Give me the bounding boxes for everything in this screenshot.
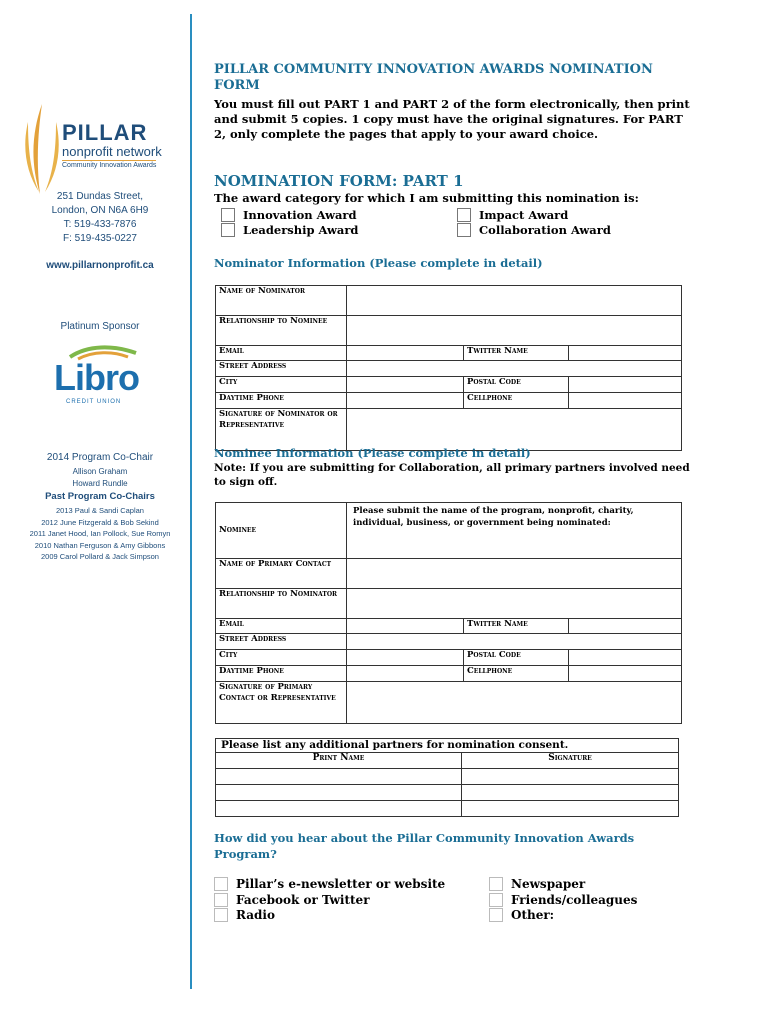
contact-street-field[interactable] [347, 634, 682, 650]
past-cochairs-heading: Past Program Co-Chairs [45, 491, 155, 502]
contact-twitter-field[interactable] [569, 619, 682, 634]
address-fax: F: 519-435-0227 [63, 233, 137, 244]
nominator-city-field[interactable] [347, 377, 464, 393]
category-collaboration[interactable] [457, 223, 611, 237]
contact-name-field[interactable] [347, 559, 682, 589]
logo-word: PILLAR [62, 120, 148, 145]
nominator-twitter-field[interactable] [569, 346, 682, 361]
nominee-field[interactable] [347, 503, 682, 559]
past-cochair-2012: 2012 June Fitzgerald & Bob Sekind [41, 517, 159, 527]
option-label: Radio [236, 908, 275, 922]
nominee-table [215, 502, 682, 724]
checkbox[interactable] [214, 893, 228, 907]
survey-question: How did you hear about the Pillar Community Innovation Awards Program? [214, 831, 635, 861]
partner-name-field[interactable] [216, 801, 462, 817]
nominee-label: Nominee [216, 503, 347, 559]
nominator-twitter-label: Twitter Name [464, 346, 569, 361]
cochair-heading: 2014 Program Co-Chair [46, 452, 154, 463]
contact-cell-label: Cellphone [464, 666, 569, 682]
contact-phone-field[interactable] [347, 666, 464, 682]
cochair-2: Howard Rundle [72, 478, 128, 488]
logo-sub: nonprofit network [62, 144, 162, 159]
contact-postal-field[interactable] [569, 650, 682, 666]
option-radio[interactable] [214, 908, 275, 922]
address-block [20, 190, 180, 246]
checkbox[interactable] [214, 908, 228, 922]
option-label: Facebook or Twitter [236, 893, 370, 907]
category-label: Collaboration Award [479, 223, 611, 237]
contact-cell-field[interactable] [569, 666, 682, 682]
option-newspaper[interactable] [489, 877, 585, 891]
checkbox[interactable] [489, 908, 503, 922]
option-newsletter[interactable] [214, 877, 445, 891]
libro-name: Libro [54, 357, 139, 398]
nominator-name-field[interactable] [347, 286, 682, 316]
col-signature: Signature [462, 753, 679, 769]
category-leadership[interactable] [221, 223, 358, 237]
nominator-signature-field[interactable] [347, 409, 682, 451]
nominator-street-field[interactable] [347, 361, 682, 377]
nominee-note: Note: If you are submitting for Collaboration, all primary partners involved need to sign off. [214, 462, 690, 488]
nominator-email-field[interactable] [347, 346, 464, 361]
nominator-relationship-label: Relationship to Nominee [216, 316, 347, 346]
past-cochair-2010: 2010 Nathan Ferguson & Amy Gibbons [34, 540, 166, 550]
nominator-cell-label: Cellphone [464, 393, 569, 409]
contact-signature-field[interactable] [347, 682, 682, 724]
nominee-heading: Nominee Information (Please complete in detail) [214, 446, 531, 460]
nominator-email-label: Email [216, 346, 347, 361]
address-phone: T: 519-433-7876 [63, 219, 137, 230]
nominator-cell-field[interactable] [569, 393, 682, 409]
category-label: Leadership Award [243, 223, 359, 237]
contact-email-label: Email [216, 619, 347, 634]
nominator-table [215, 285, 682, 451]
checkbox[interactable] [457, 223, 471, 237]
col-print-name: Print Name [216, 753, 462, 769]
sidebar-divider [190, 14, 192, 989]
form-instructions: You must fill out PART 1 and PART 2 of the form electronically, then print and submit 5 copies. 1 copy must have the original signatures. For PART 2, only complete the pages that apply to your award choice. [214, 97, 690, 141]
contact-phone-label: Daytime Phone [216, 666, 347, 682]
address-city: London, ON N6A 6H9 [51, 205, 149, 216]
past-cochairs-list [20, 505, 180, 563]
checkbox[interactable] [221, 208, 235, 222]
option-label: Newspaper [511, 877, 586, 891]
option-label: Other: [511, 908, 555, 922]
pillar-flame-icon [22, 102, 62, 197]
past-cochair-2009: 2009 Carol Pollard & Jack Simpson [41, 552, 159, 561]
category-label: Impact Award [479, 208, 569, 222]
past-cochair-2011: 2011 Janet Hood, Ian Pollock, Sue Romyn [29, 529, 171, 538]
partners-table [215, 738, 679, 817]
contact-relationship-label: Relationship to Nominator [216, 589, 347, 619]
option-label: Pillar’s e-newsletter or website [236, 877, 446, 891]
option-facebook-twitter[interactable] [214, 893, 370, 907]
contact-name-label: Name of Primary Contact [216, 559, 347, 589]
checkbox[interactable] [214, 877, 228, 891]
partners-heading: Please list any additional partners for nomination consent. [216, 739, 679, 753]
nominator-signature-label: Signature of Nominator or Representative [216, 409, 347, 451]
checkbox[interactable] [489, 877, 503, 891]
logo-tag: Community Innovation Awards [62, 162, 157, 169]
contact-twitter-label: Twitter Name [464, 619, 569, 634]
nominator-postal-field[interactable] [569, 377, 682, 393]
contact-city-field[interactable] [347, 650, 464, 666]
category-innovation[interactable] [221, 208, 357, 222]
website-link[interactable]: www.pillarnonprofit.ca [46, 260, 154, 271]
contact-relationship-field[interactable] [347, 589, 682, 619]
cochair-1: Allison Graham [72, 467, 128, 476]
pillar-logo [22, 102, 182, 192]
partner-signature-field[interactable] [462, 785, 679, 801]
contact-postal-label: Postal Code [464, 650, 569, 666]
checkbox[interactable] [489, 893, 503, 907]
option-friends[interactable] [489, 893, 637, 907]
part1-heading: NOMINATION FORM: PART 1 [214, 172, 464, 190]
address-street: 251 Dundas Street, [56, 191, 144, 202]
cochair-list [20, 466, 180, 489]
nominator-name-label: Name of Nominator [216, 286, 347, 316]
nominator-city-label: City [216, 377, 347, 393]
libro-logo [50, 343, 150, 411]
category-impact[interactable] [457, 208, 568, 222]
option-label: Friends/colleagues [511, 893, 638, 907]
contact-city-label: City [216, 650, 347, 666]
checkbox[interactable] [221, 223, 235, 237]
libro-sub: CREDIT UNION [66, 399, 122, 405]
partner-signature-field[interactable] [462, 769, 679, 785]
nominator-phone-field[interactable] [347, 393, 464, 409]
checkbox[interactable] [457, 208, 471, 222]
sponsor-heading: Platinum Sponsor [60, 321, 140, 332]
partner-signature-field[interactable] [462, 801, 679, 817]
partner-name-field[interactable] [216, 785, 462, 801]
nominator-postal-label: Postal Code [464, 377, 569, 393]
contact-street-label: Street Address [216, 634, 347, 650]
nominee-hint: Please submit the name of the program, nonprofit, charity, individual, business, or government being nominated: [353, 506, 634, 528]
contact-signature-label: Signature of Primary Contact or Representative [216, 682, 347, 724]
nominator-street-label: Street Address [216, 361, 347, 377]
nominator-phone-label: Daytime Phone [216, 393, 347, 409]
category-prompt: The award category for which I am submitting this nomination is: [214, 191, 639, 205]
option-other[interactable] [489, 908, 554, 922]
partner-name-field[interactable] [216, 769, 462, 785]
contact-email-field[interactable] [347, 619, 464, 634]
nominator-relationship-field[interactable] [347, 316, 682, 346]
past-cochair-2013: 2013 Paul & Sandi Caplan [56, 506, 144, 515]
form-title: PILLAR COMMUNITY INNOVATION AWARDS NOMINATION FORM [214, 62, 653, 93]
category-label: Innovation Award [243, 208, 357, 222]
nominator-heading: Nominator Information (Please complete in detail) [214, 256, 543, 270]
